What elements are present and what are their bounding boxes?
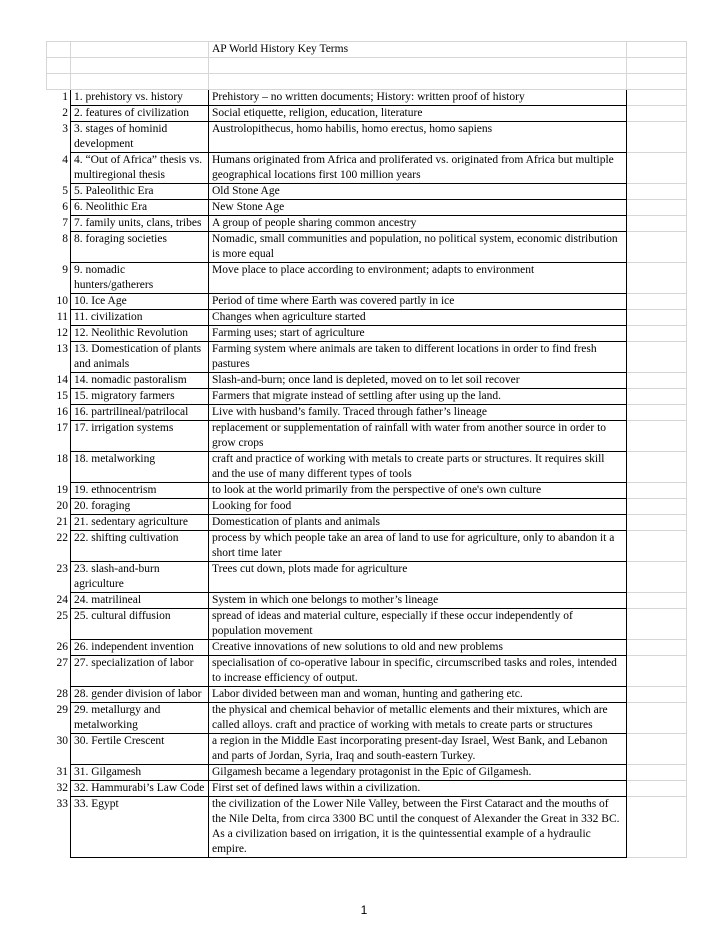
term-cell: 1. prehistory vs. history	[71, 90, 209, 106]
term-cell: 25. cultural diffusion	[71, 609, 209, 640]
term-cell: 14. nomadic pastoralism	[71, 373, 209, 389]
row-number: 8	[47, 232, 71, 263]
row-number: 17	[47, 421, 71, 452]
definition-cell: System in which one belongs to mother’s lineage	[209, 593, 627, 609]
row-number: 13	[47, 342, 71, 373]
definition-cell: Domestication of plants and animals	[209, 515, 627, 531]
term-cell: 8. foraging societies	[71, 232, 209, 263]
table-body	[47, 42, 687, 858]
table-row	[47, 405, 687, 421]
row-number: 14	[47, 373, 71, 389]
definition-cell: the civilization of the Lower Nile Valley, between the First Cataract and the mouths of the Nile Delta, from circa 3300 BC until the conquest of Alexander the Great in 332 BC. As a civilization based on irrigation, it is the quintessential example of a hydraulic empire.	[209, 797, 627, 858]
term-cell: 21. sedentary agriculture	[71, 515, 209, 531]
definition-cell: Creative innovations of new solutions to old and new problems	[209, 640, 627, 656]
row-number: 11	[47, 310, 71, 326]
blank-cell	[627, 216, 687, 232]
blank-cell	[627, 765, 687, 781]
blank-cell	[71, 58, 209, 74]
sheet-title: AP World History Key Terms	[209, 42, 627, 58]
row-number: 3	[47, 122, 71, 153]
blank-cell	[627, 421, 687, 452]
definition-cell: Labor divided between man and woman, hunting and gathering etc.	[209, 687, 627, 703]
row-number: 19	[47, 483, 71, 499]
term-cell: 33. Egypt	[71, 797, 209, 858]
term-cell: 20. foraging	[71, 499, 209, 515]
definition-cell: Farming uses; start of agriculture	[209, 326, 627, 342]
row-number: 10	[47, 294, 71, 310]
blank-cell	[627, 294, 687, 310]
term-cell: 6. Neolithic Era	[71, 200, 209, 216]
table-row	[47, 687, 687, 703]
term-cell: 32. Hammurabi’s Law Code	[71, 781, 209, 797]
row-number: 15	[47, 389, 71, 405]
term-cell: 17. irrigation systems	[71, 421, 209, 452]
term-cell: 4. “Out of Africa” thesis vs. multiregional thesis	[71, 153, 209, 184]
table-row	[47, 326, 687, 342]
definition-cell: Live with husband’s family. Traced through father’s lineage	[209, 405, 627, 421]
definition-cell: Farmers that migrate instead of settling after using up the land.	[209, 389, 627, 405]
term-cell: 26. independent invention	[71, 640, 209, 656]
table-row	[47, 656, 687, 687]
definition-cell: Period of time where Earth was covered partly in ice	[209, 294, 627, 310]
table-row	[47, 200, 687, 216]
table-row	[47, 232, 687, 263]
blank-cell	[209, 74, 627, 90]
blank-cell	[627, 687, 687, 703]
row-number: 26	[47, 640, 71, 656]
blank-cell	[627, 531, 687, 562]
term-cell: 13. Domestication of plants and animals	[71, 342, 209, 373]
row-number: 22	[47, 531, 71, 562]
table-row	[47, 781, 687, 797]
blank-cell	[627, 797, 687, 858]
row-number: 6	[47, 200, 71, 216]
definition-cell: A group of people sharing common ancestry	[209, 216, 627, 232]
definition-cell: replacement or supplementation of rainfall with water from another source in order to grow crops	[209, 421, 627, 452]
term-cell: 5. Paleolithic Era	[71, 184, 209, 200]
definition-cell: a region in the Middle East incorporating present-day Israel, West Bank, and Lebanon and parts of Jordan, Syria, Iraq and south-eastern Turkey.	[209, 734, 627, 765]
row-number: 23	[47, 562, 71, 593]
table-row	[47, 734, 687, 765]
blank-cell	[627, 640, 687, 656]
definition-cell: New Stone Age	[209, 200, 627, 216]
term-cell: 2. features of civilization	[71, 106, 209, 122]
term-cell: 15. migratory farmers	[71, 389, 209, 405]
table-row	[47, 452, 687, 483]
table-row	[47, 703, 687, 734]
table-row	[47, 483, 687, 499]
definition-cell: First set of defined laws within a civilization.	[209, 781, 627, 797]
row-number: 32	[47, 781, 71, 797]
table-row	[47, 562, 687, 593]
table-row	[47, 499, 687, 515]
row-number: 27	[47, 656, 71, 687]
blank-cell	[627, 342, 687, 373]
definition-cell: Gilgamesh became a legendary protagonist in the Epic of Gilgamesh.	[209, 765, 627, 781]
table-row	[47, 90, 687, 106]
row-number: 24	[47, 593, 71, 609]
term-cell: 3. stages of hominid development	[71, 122, 209, 153]
term-cell: 24. matrilineal	[71, 593, 209, 609]
row-number: 9	[47, 263, 71, 294]
definition-cell: Prehistory – no written documents; History: written proof of history	[209, 90, 627, 106]
row-number: 30	[47, 734, 71, 765]
table-row	[47, 421, 687, 452]
table-row	[47, 342, 687, 373]
definition-cell: Changes when agriculture started	[209, 310, 627, 326]
table-row	[47, 310, 687, 326]
definition-cell: Farming system where animals are taken to different locations in order to find fresh pastures	[209, 342, 627, 373]
row-number: 5	[47, 184, 71, 200]
blank-cell	[627, 200, 687, 216]
row-number: 16	[47, 405, 71, 421]
table-row	[47, 797, 687, 858]
blank-cell	[47, 42, 71, 58]
definition-cell: specialisation of co-operative labour in specific, circumscribed tasks and roles, intended to increase efficiency of output.	[209, 656, 627, 687]
row-number: 31	[47, 765, 71, 781]
blank-cell	[71, 74, 209, 90]
blank-cell	[627, 122, 687, 153]
blank-cell	[209, 58, 627, 74]
table-row	[47, 184, 687, 200]
table-row	[47, 593, 687, 609]
term-cell: 11. civilization	[71, 310, 209, 326]
blank-cell	[627, 656, 687, 687]
term-cell: 30. Fertile Crescent	[71, 734, 209, 765]
blank-cell	[627, 452, 687, 483]
term-cell: 16. partrilineal/patrilocal	[71, 405, 209, 421]
term-cell: 19. ethnocentrism	[71, 483, 209, 499]
blank-cell	[47, 74, 71, 90]
definition-cell: process by which people take an area of land to use for agriculture, only to abandon it a short time later	[209, 531, 627, 562]
row-number: 25	[47, 609, 71, 640]
blank-cell	[627, 90, 687, 106]
table-row	[47, 263, 687, 294]
blank-cell	[627, 263, 687, 294]
blank-cell	[627, 609, 687, 640]
blank-cell	[627, 781, 687, 797]
blank-cell	[627, 58, 687, 74]
definition-cell: craft and practice of working with metals to create parts or structures. It requires skill and the use of many different types of tools	[209, 452, 627, 483]
blank-cell	[71, 42, 209, 58]
blank-cell	[627, 593, 687, 609]
definition-cell: Slash-and-burn; once land is depleted, moved on to let soil recover	[209, 373, 627, 389]
blank-cell	[627, 42, 687, 58]
page-number: 1	[360, 903, 368, 917]
term-cell: 27. specialization of labor	[71, 656, 209, 687]
term-cell: 12. Neolithic Revolution	[71, 326, 209, 342]
blank-cell	[627, 703, 687, 734]
blank-cell	[627, 153, 687, 184]
row-number: 1	[47, 90, 71, 106]
term-cell: 29. metallurgy and metalworking	[71, 703, 209, 734]
definition-cell: to look at the world primarily from the perspective of one's own culture	[209, 483, 627, 499]
blank-row	[47, 74, 687, 90]
title-row	[47, 42, 687, 58]
table-row	[47, 294, 687, 310]
table-row	[47, 609, 687, 640]
term-cell: 18. metalworking	[71, 452, 209, 483]
table-row	[47, 765, 687, 781]
row-number: 20	[47, 499, 71, 515]
table-row	[47, 515, 687, 531]
term-cell: 22. shifting cultivation	[71, 531, 209, 562]
row-number: 2	[47, 106, 71, 122]
blank-cell	[627, 515, 687, 531]
definition-cell: Old Stone Age	[209, 184, 627, 200]
definition-cell: Move place to place according to environment; adapts to environment	[209, 263, 627, 294]
table-row	[47, 531, 687, 562]
blank-cell	[627, 310, 687, 326]
blank-cell	[627, 483, 687, 499]
row-number: 29	[47, 703, 71, 734]
definition-cell: Looking for food	[209, 499, 627, 515]
row-number: 21	[47, 515, 71, 531]
definition-cell: Nomadic, small communities and population, no political system, economic distribution is more equal	[209, 232, 627, 263]
blank-cell	[627, 562, 687, 593]
blank-cell	[627, 326, 687, 342]
blank-cell	[627, 373, 687, 389]
term-cell: 23. slash-and-burn agriculture	[71, 562, 209, 593]
row-number: 33	[47, 797, 71, 858]
definition-cell: the physical and chemical behavior of metallic elements and their mixtures, which are called alloys. craft and practice of working with metals to create parts or structures	[209, 703, 627, 734]
term-cell: 28. gender division of labor	[71, 687, 209, 703]
blank-cell	[627, 184, 687, 200]
definition-cell: Social etiquette, religion, education, literature	[209, 106, 627, 122]
definition-cell: Austrolopithecus, homo habilis, homo erectus, homo sapiens	[209, 122, 627, 153]
blank-cell	[627, 405, 687, 421]
table-row	[47, 122, 687, 153]
table-row	[47, 106, 687, 122]
blank-cell	[627, 232, 687, 263]
term-cell: 10. Ice Age	[71, 294, 209, 310]
definition-cell: Humans originated from Africa and proliferated vs. originated from Africa but multiple geographical locations first 100 million years	[209, 153, 627, 184]
row-number: 18	[47, 452, 71, 483]
term-cell: 9. nomadic hunters/gatherers	[71, 263, 209, 294]
table-row	[47, 640, 687, 656]
blank-cell	[627, 106, 687, 122]
row-number: 7	[47, 216, 71, 232]
table-row	[47, 389, 687, 405]
table-row	[47, 373, 687, 389]
blank-cell	[627, 74, 687, 90]
blank-cell	[627, 389, 687, 405]
blank-row	[47, 58, 687, 74]
row-number: 28	[47, 687, 71, 703]
definition-cell: spread of ideas and material culture, especially if these occur independently of population movement	[209, 609, 627, 640]
term-cell: 31. Gilgamesh	[71, 765, 209, 781]
definition-cell: Trees cut down, plots made for agriculture	[209, 562, 627, 593]
row-number: 12	[47, 326, 71, 342]
table-row	[47, 153, 687, 184]
blank-cell	[627, 734, 687, 765]
blank-cell	[47, 58, 71, 74]
key-terms-table	[46, 41, 687, 858]
table-row	[47, 216, 687, 232]
row-number: 4	[47, 153, 71, 184]
blank-cell	[627, 499, 687, 515]
term-cell: 7. family units, clans, tribes	[71, 216, 209, 232]
